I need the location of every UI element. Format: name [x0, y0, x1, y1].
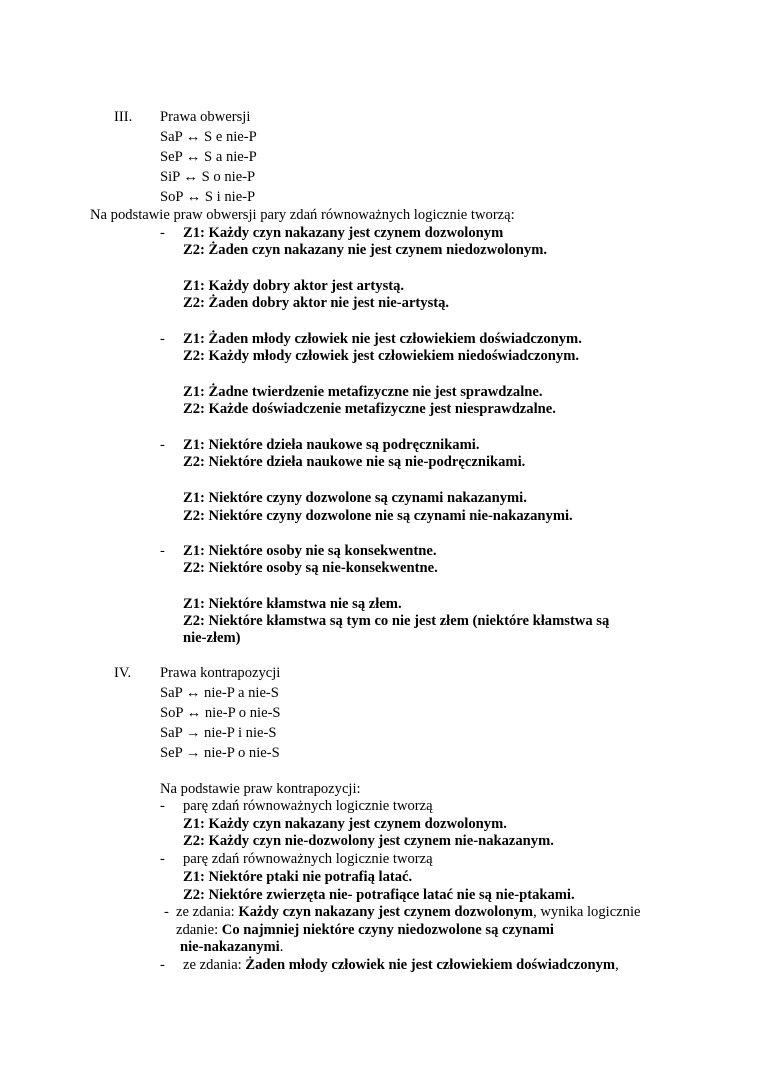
law-line: SaP ↔ nie-P a nie-S [160, 685, 279, 701]
sentence: Z1: Żaden młody człowiek nie jest człowiekiem doświadczonym. [183, 331, 582, 347]
emphasis: nie-nakazanymi [180, 939, 280, 955]
sentence: Z1: Żadne twierdzenie metafizyczne nie jest sprawdzalne. [183, 384, 543, 400]
paragraph [180, 938, 283, 956]
bullet: - [160, 437, 165, 453]
law-line: SiP ↔ S o nie-P [160, 169, 256, 185]
emphasis: Co najmniej niektóre czyny niedozwolone są czynami [221, 922, 554, 938]
sentence: Z2: Niektóre osoby są nie-konsekwentne. [183, 560, 438, 576]
sentence: Z1: Niektóre czyny dozwolone są czynami nakazanymi. [183, 490, 527, 506]
sentence: Z1: Niektóre kłamstwa nie są złem. [183, 596, 402, 612]
section-title: Prawa obwersji [160, 109, 251, 125]
bullet: - [160, 851, 165, 867]
section-title: Prawa kontrapozycji [160, 665, 281, 681]
law-line: SaP ↔ S e nie-P [160, 129, 257, 145]
text: zdanie: [176, 922, 222, 938]
paragraph: Na podstawie praw obwersji pary zdań równoważnych logicznie tworzą: [90, 207, 515, 223]
law-line: SoP ↔ S i nie-P [160, 189, 256, 205]
text: ze zdania: [176, 904, 239, 920]
sentence: Z1: Każdy czyn nakazany jest czynem dozwolonym [183, 225, 504, 241]
paragraph: Na podstawie praw kontrapozycji: [160, 781, 361, 797]
text: . [279, 939, 284, 955]
paragraph [176, 903, 641, 921]
bullet: - [160, 957, 165, 973]
sentence: nie-złem) [183, 630, 241, 646]
sentence: Z1: Niektóre osoby nie są konsekwentne. [183, 543, 437, 559]
item-lead: parę zdań równoważnych logicznie tworzą [183, 798, 433, 814]
item-lead: parę zdań równoważnych logicznie tworzą [183, 851, 433, 867]
paragraph [183, 956, 619, 974]
section-number: IV. [114, 665, 132, 681]
text: , wynika logicznie [533, 904, 641, 920]
bullet: - [160, 331, 165, 347]
sentence: Z1: Każdy czyn nakazany jest czynem dozwolonym. [183, 816, 507, 832]
sentence: Z1: Każdy dobry aktor jest artystą. [183, 278, 405, 294]
emphasis: Żaden młody człowiek nie jest człowiekiem doświadczonym [245, 957, 616, 973]
law-line: SoP ↔ nie-P o nie-S [160, 705, 281, 721]
law-line: SeP ↔ S a nie-P [160, 149, 257, 165]
sentence: Z2: Niektóre kłamstwa są tym co nie jest złem (niektóre kłamstwa są [183, 613, 610, 629]
sentence: Z2: Niektóre czyny dozwolone nie są czynami nie-nakazanymi. [183, 508, 573, 524]
bullet: - [160, 798, 165, 814]
sentence: Z2: Każdy czyn nie-dozwolony jest czynem nie-nakazanym. [183, 833, 554, 849]
bullet: - [160, 543, 165, 559]
sentence: Z2: Każde doświadczenie metafizyczne jest niesprawdzalne. [183, 401, 556, 417]
sentence: Z2: Żaden czyn nakazany nie jest czynem niedozwolonym. [183, 242, 548, 258]
law-line: SaP → nie-P i nie-S [160, 725, 277, 741]
sentence: Z2: Żaden dobry aktor nie jest nie-artystą. [183, 295, 450, 311]
sentence: Z2: Niektóre dzieła naukowe nie są nie-podręcznikami. [183, 454, 526, 470]
sentence: Z1: Niektóre dzieła naukowe są podręcznikami. [183, 437, 480, 453]
paragraph [176, 921, 554, 939]
text: , [615, 957, 619, 973]
sentence: Z1: Niektóre ptaki nie potrafią latać. [183, 869, 413, 885]
bullet: - [160, 225, 165, 241]
sentence: Z2: Niektóre zwierzęta nie- potrafiące latać nie są nie-ptakami. [183, 887, 575, 903]
bullet: - [164, 904, 169, 920]
law-line: SeP → nie-P o nie-S [160, 745, 280, 761]
sentence: Z2: Każdy młody człowiek jest człowiekiem niedoświadczonym. [183, 348, 580, 364]
emphasis: Każdy czyn nakazany jest czynem dozwolonym [238, 904, 534, 920]
text: ze zdania: [183, 957, 246, 973]
section-number: III. [114, 109, 133, 125]
